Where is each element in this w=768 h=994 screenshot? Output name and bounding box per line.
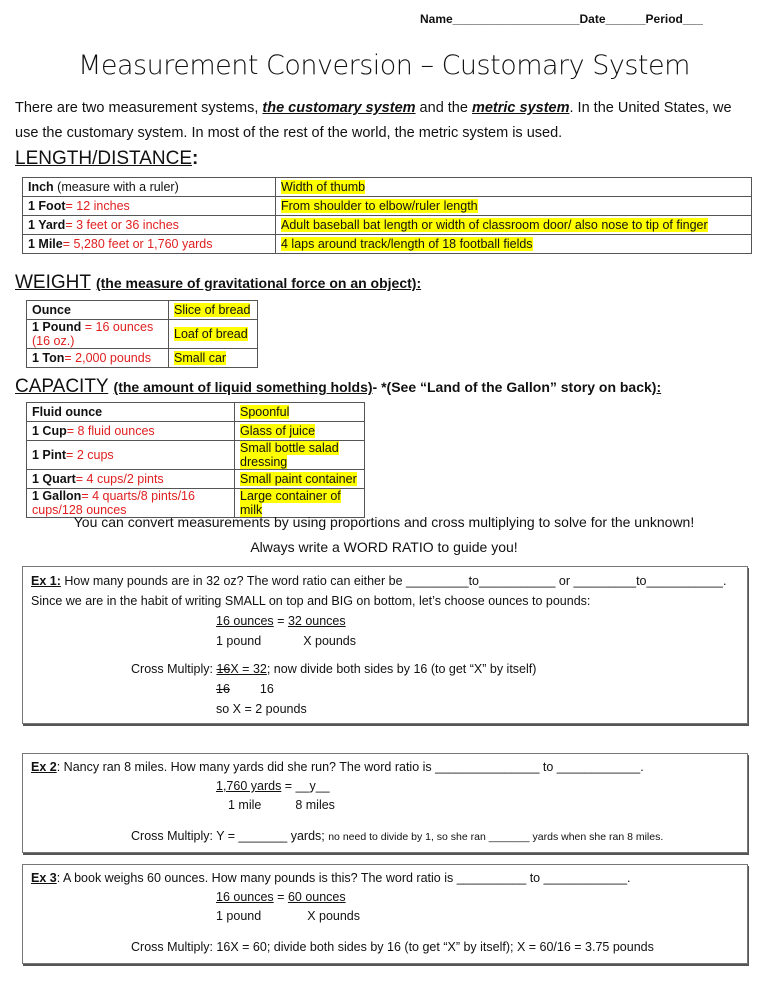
table-row: [27, 470, 365, 489]
denominator: 1 pound: [216, 634, 262, 648]
unit-name: Fluid ounce: [32, 405, 103, 419]
unit-name: 1 Cup: [32, 424, 67, 438]
example-cell: [276, 178, 752, 197]
cross-multiply-text: Cross Multiply: Y = _______ yards;: [131, 829, 329, 843]
weight-table: [26, 300, 258, 368]
cross-multiply-text: Cross Multiply: 16X = 60; divide both sides by 16 (to get “X” by itself); X = 60/16 = 3.75 pounds: [131, 940, 654, 954]
example-label: Ex 3: [31, 871, 57, 885]
unit-cell: [27, 320, 169, 349]
numerator: 32 ounces: [287, 614, 346, 628]
unit-name: 1 Quart: [32, 472, 76, 486]
denominator: X pounds: [307, 909, 361, 923]
example-label: Ex 1:: [31, 574, 61, 588]
unit-name: 1 Yard: [28, 218, 66, 232]
example-question: : A book weighs 60 ounces. How many pounds is this? The word ratio is __________ to ____________.: [56, 871, 631, 885]
example-2-box: [22, 753, 748, 853]
equation-part: X =: [230, 662, 253, 676]
table-row: [27, 320, 258, 349]
example-text: Slice of bread: [174, 303, 251, 317]
divisor: 16: [259, 682, 274, 696]
unit-cell: [23, 216, 276, 235]
unit-cell: [27, 349, 169, 368]
unit-value: = 12 inches: [65, 199, 130, 213]
unit-cell: [23, 235, 276, 254]
unit-value: = 4 cups/2 pints: [75, 472, 164, 486]
example-cell: [235, 441, 365, 470]
example-cell: [276, 235, 752, 254]
example-text: Small car: [174, 351, 227, 365]
unit-name: 1 Foot: [28, 199, 66, 213]
convert-line: Always write a WORD RATIO to guide you!: [250, 539, 518, 555]
unit-name: 1 Mile: [28, 237, 63, 251]
denominator: 1 mile: [228, 798, 262, 812]
table-row: [23, 216, 752, 235]
example-text: Width of thumb: [281, 180, 366, 194]
page-title: Measurement Conversion – Customary System: [78, 50, 690, 81]
unit-value: = 2 cups: [66, 448, 114, 462]
example-cell: [235, 403, 365, 422]
convert-instructions: [0, 510, 768, 560]
numerator: 60 ounces: [287, 890, 346, 904]
colon: :: [656, 379, 662, 395]
cross-multiply-note: no need to divide by 1, so she ran _______ yards when she ran 8 miles.: [328, 831, 664, 843]
metric-term: metric system: [471, 100, 570, 116]
numerator: 1,760 yards: [216, 779, 282, 793]
intro-text: and the: [415, 100, 472, 116]
unit-cell: [27, 470, 235, 489]
convert-line: You can convert measurements by using proportions and cross multiplying to solve for the unknown!: [73, 514, 695, 530]
example-text: 4 laps around track/length of 18 football fields: [281, 237, 533, 251]
example-3-box: [22, 864, 748, 964]
cross-multiply-label: Cross Multiply:: [131, 662, 217, 676]
example-result: so X = 2 pounds: [216, 702, 307, 716]
numerator: __y__: [295, 779, 330, 793]
example-cell: [169, 301, 258, 320]
heading-text: WEIGHT: [15, 272, 91, 293]
unit-value: = 8 fluid ounces: [66, 424, 155, 438]
unit-cell: [27, 441, 235, 470]
example-text: Glass of juice: [240, 424, 316, 438]
example-label: Ex 2: [31, 760, 57, 774]
table-row: [23, 178, 752, 197]
weight-heading: [15, 272, 421, 294]
unit-name: Ounce: [32, 303, 71, 317]
colon: :: [192, 148, 199, 169]
unit-value: (measure with a ruler): [53, 180, 179, 194]
numerator: 16 ounces: [216, 890, 274, 904]
example-text: Large container of milk: [240, 489, 341, 517]
denominator: 8 miles: [295, 798, 335, 812]
table-row: [27, 422, 365, 441]
example-cell: [276, 216, 752, 235]
unit-cell: [23, 178, 276, 197]
unit-name: 1 Pound: [32, 320, 82, 334]
denominator: 1 pound: [216, 909, 262, 923]
unit-name: 1 Ton: [32, 351, 65, 365]
unit-name: Inch: [28, 180, 54, 194]
example-cell: [235, 470, 365, 489]
table-row: [27, 403, 365, 422]
capacity-table: [26, 402, 365, 518]
unit-value: = 2,000 pounds: [64, 351, 151, 365]
example-cell: [169, 320, 258, 349]
equation-part: 32: [252, 662, 267, 676]
equals: =: [281, 779, 296, 793]
capacity-heading: [15, 376, 661, 398]
unit-value: = 4 quarts/8 pints/16 cups/128 ounces: [32, 489, 195, 517]
unit-value: = 3 feet or 36 inches: [65, 218, 179, 232]
denominator: X pounds: [303, 634, 357, 648]
example-text: Spoonful: [240, 405, 290, 419]
example-1-box: [22, 566, 748, 724]
intro-paragraph: [15, 96, 755, 146]
customary-term: the customary system: [262, 100, 416, 116]
example-text: Adult baseball bat length or width of classroom door/ also nose to tip of finger: [281, 218, 708, 232]
example-text: From shoulder to elbow/ruler length: [281, 199, 478, 213]
heading-text: LENGTH/DISTANCE: [15, 148, 193, 169]
example-cell: [169, 349, 258, 368]
unit-cell: [27, 301, 169, 320]
heading-desc: (the amount of liquid something holds): [113, 379, 373, 395]
example-question: : Nancy ran 8 miles. How many yards did she run? The word ratio is _______________ to ____________.: [56, 760, 644, 774]
intro-text: . In the United States, we use the customary system. In most of the rest of the world, the metric system is used.: [15, 100, 732, 141]
numerator: 16 ounces: [216, 614, 274, 628]
intro-text: There are two measurement systems,: [15, 100, 263, 116]
unit-cell: [23, 197, 276, 216]
unit-name: 1 Pint: [32, 448, 67, 462]
equals: =: [273, 614, 288, 628]
example-cell: [276, 197, 752, 216]
unit-value: = 16 ounces (16 oz.): [32, 320, 154, 348]
example-text: Small bottle salad dressing: [240, 441, 339, 469]
unit-name: 1 Gallon: [32, 489, 82, 503]
table-row: [23, 235, 752, 254]
table-row: [27, 441, 365, 470]
heading-text: CAPACITY: [15, 376, 109, 397]
length-heading: [15, 148, 198, 170]
heading-note: - *(See “Land of the Gallon” story on back): [372, 379, 657, 395]
struck-number: 16: [216, 682, 230, 696]
heading-desc: (the measure of gravitational force on an object):: [95, 275, 422, 291]
example-cell: [235, 422, 365, 441]
equals: =: [273, 890, 288, 904]
struck-number: 16: [216, 662, 231, 676]
equation-note: ; now divide both sides by 16 (to get “X” by itself): [266, 662, 537, 676]
table-row: [27, 301, 258, 320]
unit-cell: [27, 403, 235, 422]
unit-cell: [27, 422, 235, 441]
unit-value: = 5,280 feet or 1,760 yards: [62, 237, 213, 251]
table-row: [23, 197, 752, 216]
example-text: Small paint container: [240, 472, 357, 486]
name-date-period-line: Name___________________Date______Period___: [420, 12, 703, 26]
example-question: How many pounds are in 32 oz? The word ratio can either be _________to___________ or _________to___________. Since we are in the habit of writing SMALL on top and BIG on bottom, let’s choose ounces to pounds:: [31, 574, 727, 608]
length-table: [22, 177, 752, 254]
table-row: [27, 349, 258, 368]
example-text: Loaf of bread: [174, 327, 248, 341]
